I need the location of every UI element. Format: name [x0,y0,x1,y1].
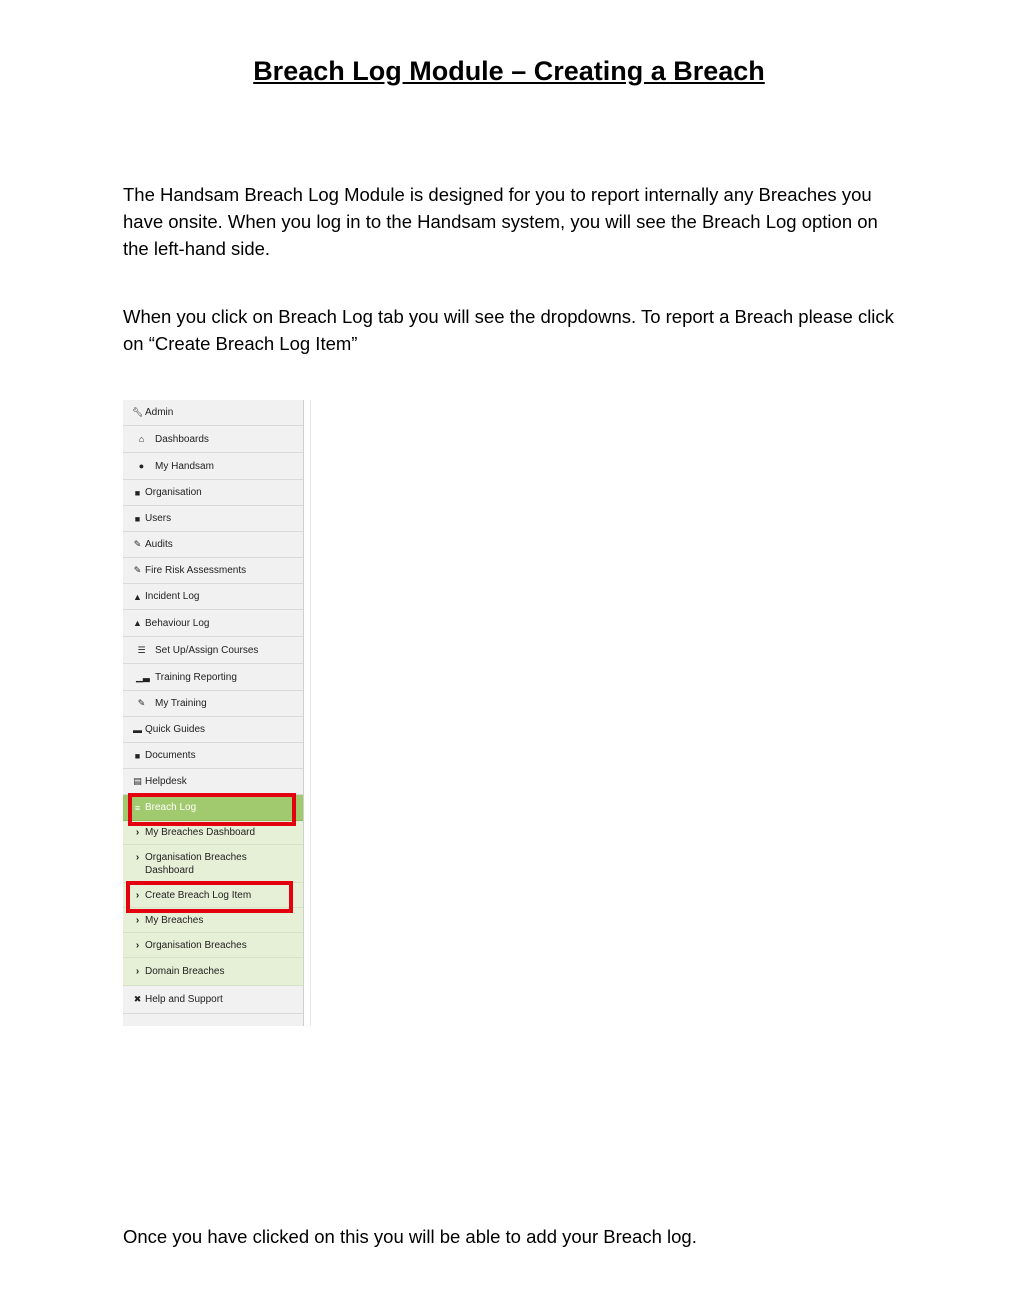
chevron-right-icon: › [135,939,140,951]
menu-item-label: Admin [145,407,174,418]
submenu-item-organisation-breaches[interactable] [123,933,303,958]
menu-item-training-reporting[interactable] [123,664,303,691]
menu-item-label: My Handsam [155,460,214,472]
submenu-item-my-breaches-dashboard[interactable] [123,821,303,845]
menu-item-dashboards[interactable] [123,426,303,453]
menu-item-label: Organisation Breaches Dashboard [145,852,247,876]
menu-item-label: Documents [145,750,196,761]
chevron-right-icon: › [135,889,140,901]
inbox-icon: ▤ [133,776,142,786]
home-icon: ⌂ [138,434,145,444]
menu-item-label: Audits [145,539,173,550]
menu-item-label: Set Up/Assign Courses [155,644,259,656]
menu-item-label: Organisation Breaches [145,939,247,951]
submenu-item-create-breach-log-item[interactable] [123,883,303,908]
menu-item-label: Fire Risk Assessments [145,565,247,576]
menu-item-label: Users [145,513,172,524]
menu-item-label: Training Reporting [155,671,237,683]
warning-icon: ▲ [133,591,142,602]
list-icon: ≡ [134,802,141,813]
menu-item-incident-log[interactable] [123,584,303,610]
menu-item-breach-log[interactable] [123,795,303,821]
menu-item-label: Create Breach Log Item [145,889,252,901]
menu-item-label: Organisation [145,487,202,498]
menu-item-quick-guides[interactable] [123,717,303,743]
chart-icon: ▁▃ [136,671,150,682]
menu-item-users[interactable] [123,506,303,532]
menu-item-helpdesk[interactable] [123,769,303,795]
submenu-item-my-breaches[interactable] [123,908,303,933]
briefcase-icon: ■ [134,513,141,524]
briefcase-icon: ■ [134,750,141,761]
menu-item-label: Incident Log [145,591,200,602]
instruction-paragraph: When you click on Breach Log tab you will see the dropdowns. To report a Breach please click on “Create Breach Log Item” [123,306,894,354]
lifebuoy-icon: ✖ [133,994,142,1004]
edit-list-icon: ☰ [137,644,146,655]
menu-item-organisation[interactable] [123,480,303,506]
menu-item-label: My Training [155,698,207,709]
menu-item-documents[interactable] [123,743,303,769]
menu-item-behaviour-log[interactable] [123,610,303,637]
menu-item-help-and-support[interactable] [123,986,303,1014]
pencil-icon: ✎ [133,539,142,549]
menu-item-label: Breach Log [145,802,197,813]
pencil-icon: ✎ [133,565,142,575]
chevron-right-icon: › [135,827,140,838]
menu-item-label: Helpdesk [145,776,187,787]
menu-item-admin[interactable] [123,400,303,426]
menu-item-fire-risk-assessments[interactable] [123,558,303,584]
chevron-right-icon: › [135,914,140,926]
chevron-right-icon: › [135,966,140,977]
navigation-menu-screenshot [123,400,304,1026]
menu-item-label: Help and Support [145,994,223,1005]
book-icon: ▬ [133,724,142,735]
chevron-right-icon: › [135,852,140,863]
intro-paragraph: The Handsam Breach Log Module is designed for you to report internally any Breaches you have onsite. When you log in to the Handsam system, you will see the Breach Log option on the left-hand side. [123,184,878,259]
menu-item-label: Behaviour Log [145,617,210,629]
menu-item-label: Dashboards [155,433,209,445]
page-title: Breach Log Module – Creating a Breach [253,56,765,86]
menu-item-label: Quick Guides [145,724,206,735]
submenu-item-organisation-breaches-dashboard[interactable] [123,845,303,883]
closing-paragraph: Once you have clicked on this you will be able to add your Breach log. [123,1226,697,1247]
warning-icon: ▲ [133,618,142,628]
wrench-icon: 🔧︎ [132,407,144,417]
menu-item-set-up-assign-courses[interactable] [123,637,303,664]
menu-item-label: Domain Breaches [145,966,225,977]
user-icon: ● [138,461,145,471]
menu-item-my-handsam[interactable] [123,453,303,480]
menu-item-my-training[interactable] [123,691,303,717]
menu-item-audits[interactable] [123,532,303,558]
menu-item-label: My Breaches Dashboard [145,827,256,838]
submenu-item-domain-breaches[interactable] [123,958,303,986]
briefcase-icon: ■ [134,487,141,498]
menu-item-label: My Breaches [145,914,204,926]
pencil-icon: ✎ [137,698,146,708]
